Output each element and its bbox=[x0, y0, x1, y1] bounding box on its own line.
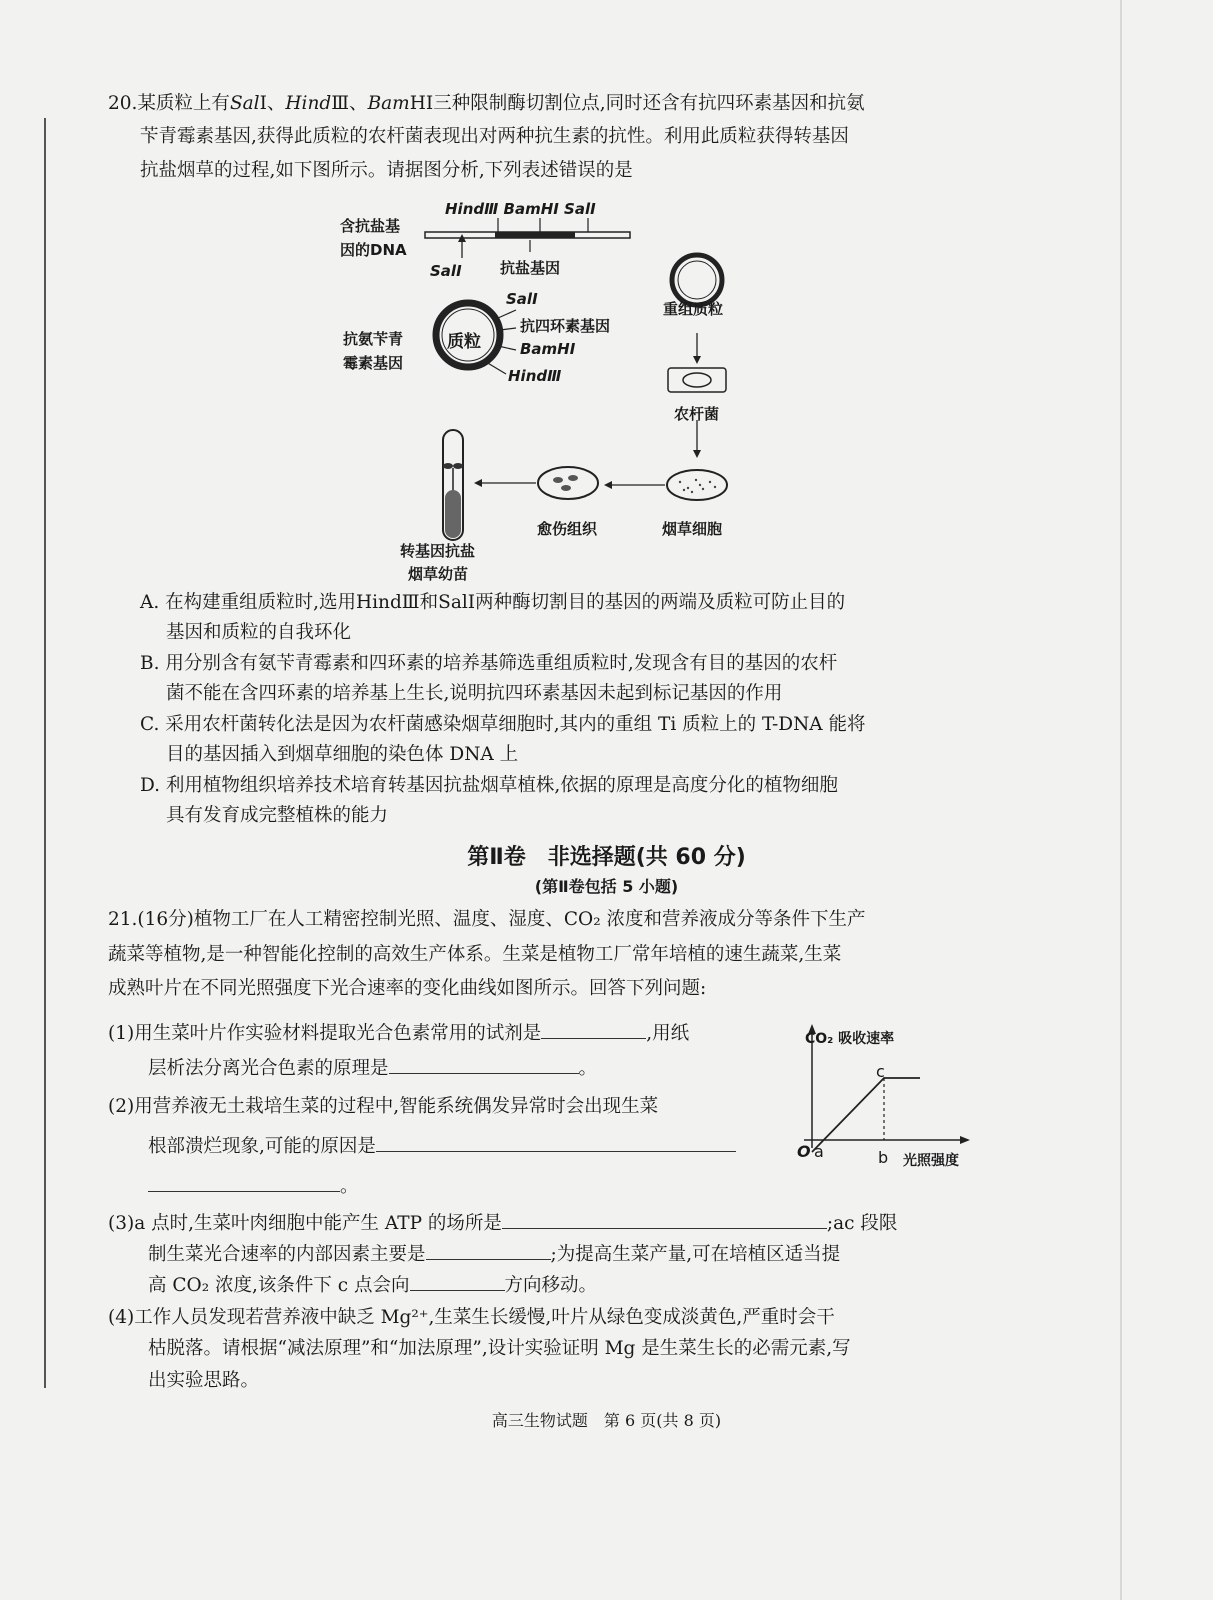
graph-point-a: a bbox=[814, 1142, 824, 1161]
dna-label-line-1: 含抗盐基 bbox=[340, 217, 401, 235]
arrow-head bbox=[693, 450, 701, 458]
q21-part-1-line-2 bbox=[148, 1053, 597, 1084]
q21-part-2-line-3 bbox=[148, 1171, 359, 1202]
answer-blank-7[interactable] bbox=[410, 1290, 505, 1291]
graph-y-label: CO₂ 吸收速率 bbox=[805, 1031, 895, 1047]
q21-intro-2: 蔬菜等植物,是一种智能化控制的高效生产体系。生菜是植物工厂常年培植的速生蔬菜,生菜 bbox=[108, 944, 842, 965]
option-b-line-1: B. 用分别含有氨苄青霉素和四环素的培养基筛选重组质粒时,发现含有目的基因的农杆 bbox=[140, 653, 838, 674]
agrobacterium-cell bbox=[683, 373, 711, 387]
answer-blank-4[interactable] bbox=[148, 1191, 340, 1192]
seedling-label-2: 烟草幼苗 bbox=[408, 565, 469, 583]
callus-dish bbox=[538, 467, 598, 499]
section-2-subtitle: (第Ⅱ卷包括 5 小题) bbox=[534, 877, 679, 896]
page-edge-line bbox=[1120, 0, 1122, 1600]
plasmid-label: 质粒 bbox=[447, 332, 481, 352]
plasmid-sal-label: SalⅠ bbox=[506, 290, 538, 308]
option-a-line-2: 基因和质粒的自我环化 bbox=[166, 622, 352, 643]
option-d-line-1: D. 利用植物组织培养技术培育转基因抗盐烟草植株,依据的原理是高度分化的植物细胞 bbox=[140, 775, 838, 796]
plasmid-bam-label: BamHⅠ bbox=[520, 340, 576, 358]
recombinant-plasmid-label: 重组质粒 bbox=[663, 300, 724, 318]
arrow-head bbox=[604, 481, 612, 489]
recombinant-plasmid-inner bbox=[678, 261, 716, 299]
q21-part-2-text: 。 bbox=[340, 1176, 359, 1197]
q20-text: 三种限制酶切割位点,同时还含有抗四环素基因和抗氨 bbox=[433, 93, 865, 114]
binding-margin-line bbox=[44, 118, 46, 1388]
option-b-line-2: 菌不能在含四环素的培养基上生长,说明抗四环素基因未起到标记基因的作用 bbox=[166, 683, 783, 704]
rate-curve bbox=[812, 1078, 920, 1152]
enzyme-sal: Sal bbox=[229, 93, 260, 114]
culture-medium bbox=[445, 490, 461, 538]
q21-part-3-text: (3)a 点时,生菜叶肉细胞中能产生 ATP 的场所是 bbox=[108, 1213, 502, 1234]
arrow-head bbox=[474, 479, 482, 487]
q21-part-4-line-2: 枯脱落。请根据“减法原理”和“加法原理”,设计实验证明 Mg 是生菜生长的必需元素,写 bbox=[148, 1338, 851, 1359]
q21-part-4-line-1: (4)工作人员发现若营养液中缺乏 Mg²⁺,生菜生长缓慢,叶片从绿色变成淡黄色,严重时会干 bbox=[108, 1307, 835, 1328]
salt-gene-segment bbox=[495, 232, 575, 238]
amp-gene-label-1: 抗氨苄青 bbox=[343, 330, 404, 348]
q21-part-2-text: 根部溃烂现象,可能的原因是 bbox=[148, 1136, 376, 1157]
salt-gene-label: 抗盐基因 bbox=[500, 259, 561, 277]
top-restriction-sites: HindⅢ BamHⅠ SalⅠ bbox=[445, 200, 596, 218]
q21-part-1-text: (1)用生菜叶片作实验材料提取光合色素常用的试剂是 bbox=[108, 1023, 542, 1044]
option-c-line-1: C. 采用农杆菌转化法是因为农杆菌感染烟草细胞时,其内的重组 Ti 质粒上的 T-DNA 能将 bbox=[140, 714, 866, 735]
q21-part-1-text: 。 bbox=[578, 1058, 598, 1079]
callus-clump bbox=[553, 477, 563, 483]
seedling-leaf bbox=[443, 463, 453, 469]
q21-part-2-line-1: (2)用营养液无土栽培生菜的过程中,智能系统偶发异常时会出现生菜 bbox=[108, 1096, 659, 1117]
seedling-label-1: 转基因抗盐 bbox=[400, 542, 476, 560]
answer-blank-6[interactable] bbox=[426, 1259, 551, 1260]
graph-x-label: 光照强度 bbox=[903, 1153, 959, 1169]
seedling-leaf bbox=[453, 463, 463, 469]
q20-line-1: 20.某质粒上有SalⅠ、HindⅢ、BamHⅠ三种限制酶切割位点,同时还含有抗四环素基因和抗氨 bbox=[108, 93, 865, 114]
q21-part-3-line-1 bbox=[108, 1208, 897, 1239]
roman-numeral: Ⅲ bbox=[331, 93, 350, 114]
sal-bottom-label: SalⅠ bbox=[430, 262, 462, 280]
q21-part-3-text: ;ac 段限 bbox=[826, 1213, 898, 1234]
amp-gene-label-2: 霉素基因 bbox=[343, 354, 404, 372]
page-footer: 高三生物试题 第 6 页(共 8 页) bbox=[491, 1411, 722, 1430]
graph-point-b: b bbox=[878, 1148, 889, 1167]
plasmid-hind-label: HindⅢ bbox=[508, 367, 562, 385]
q20-line-2: 苄青霉素基因,获得此质粒的农杆菌表现出对两种抗生素的抗性。利用此质粒获得转基因 bbox=[140, 126, 849, 147]
q21-part-3-text: ;为提高生菜产量,可在培植区适当提 bbox=[550, 1244, 841, 1265]
q21-part-3-text: 高 CO₂ 浓度,该条件下 c 点会向 bbox=[148, 1275, 410, 1296]
roman-numeral: Ⅰ bbox=[425, 93, 434, 114]
q21-part-4-line-3: 出实验思路。 bbox=[148, 1370, 260, 1391]
graph-origin: O bbox=[797, 1142, 811, 1161]
q20-text: 某质粒上有 bbox=[137, 93, 230, 114]
enzyme-bam-h: H bbox=[409, 93, 426, 114]
enzyme-bam: Bam bbox=[367, 93, 410, 114]
x-axis-arrow bbox=[960, 1136, 970, 1144]
callus-clump bbox=[561, 485, 571, 491]
q21-part-3-line-3 bbox=[148, 1270, 597, 1301]
agrobacterium-box bbox=[668, 368, 726, 392]
plasmid-hind-pointer bbox=[486, 362, 506, 374]
question-number: 20. bbox=[108, 93, 138, 114]
q21-part-1-text: ,用纸 bbox=[646, 1023, 690, 1044]
option-c-line-2: 目的基因插入到烟草细胞的染色体 DNA 上 bbox=[166, 744, 519, 765]
option-a-line-1: A. 在构建重组质粒时,选用HindⅢ和SalⅠ两种酶切割目的基因的两端及质粒可防止目的 bbox=[140, 592, 846, 613]
tet-gene-label: 抗四环素基因 bbox=[520, 317, 611, 335]
enzyme-hind: Hind bbox=[285, 93, 332, 114]
q21-intro-1: 21.(16分)植物工厂在人工精密控制光照、温度、湿度、CO₂ 浓度和营养液成分等条件下生产 bbox=[108, 909, 866, 930]
plasmid-sal-pointer bbox=[498, 310, 516, 318]
q20-line-3: 抗盐烟草的过程,如下图所示。请据图分析,下列表述错误的是 bbox=[140, 160, 633, 181]
agrobacterium-label: 农杆菌 bbox=[674, 405, 720, 423]
q21-part-3-text: 方向移动。 bbox=[504, 1275, 598, 1296]
tobacco-cell-label: 烟草细胞 bbox=[662, 520, 723, 538]
q21-part-1-line-1 bbox=[108, 1018, 689, 1049]
callus-clump bbox=[568, 475, 578, 481]
graph-point-c: c bbox=[876, 1062, 885, 1081]
dna-label-line-2: 因的DNA bbox=[340, 241, 407, 259]
arrow-head bbox=[693, 356, 701, 364]
answer-blank-3[interactable] bbox=[376, 1151, 736, 1152]
q21-intro-3: 成熟叶片在不同光照强度下光合速率的变化曲线如图所示。回答下列问题: bbox=[108, 978, 707, 999]
answer-blank-5[interactable] bbox=[502, 1228, 827, 1229]
roman-numeral: Ⅰ bbox=[259, 93, 267, 114]
q21-part-1-text: 层析法分离光合色素的原理是 bbox=[148, 1058, 389, 1079]
q21-part-3-line-2 bbox=[148, 1239, 840, 1270]
q21-part-3-text: 制生菜光合速率的内部因素主要是 bbox=[148, 1244, 426, 1265]
tobacco-cell-dish bbox=[667, 470, 727, 500]
answer-blank-2[interactable] bbox=[389, 1073, 579, 1074]
answer-blank-1[interactable] bbox=[541, 1038, 646, 1039]
option-d-line-2: 具有发育成完整植株的能力 bbox=[166, 805, 389, 826]
q21-part-2-line-2 bbox=[148, 1131, 736, 1162]
section-2-title: 第Ⅱ卷 非选择题(共 60 分) bbox=[467, 845, 746, 870]
callus-label: 愈伤组织 bbox=[537, 520, 598, 538]
